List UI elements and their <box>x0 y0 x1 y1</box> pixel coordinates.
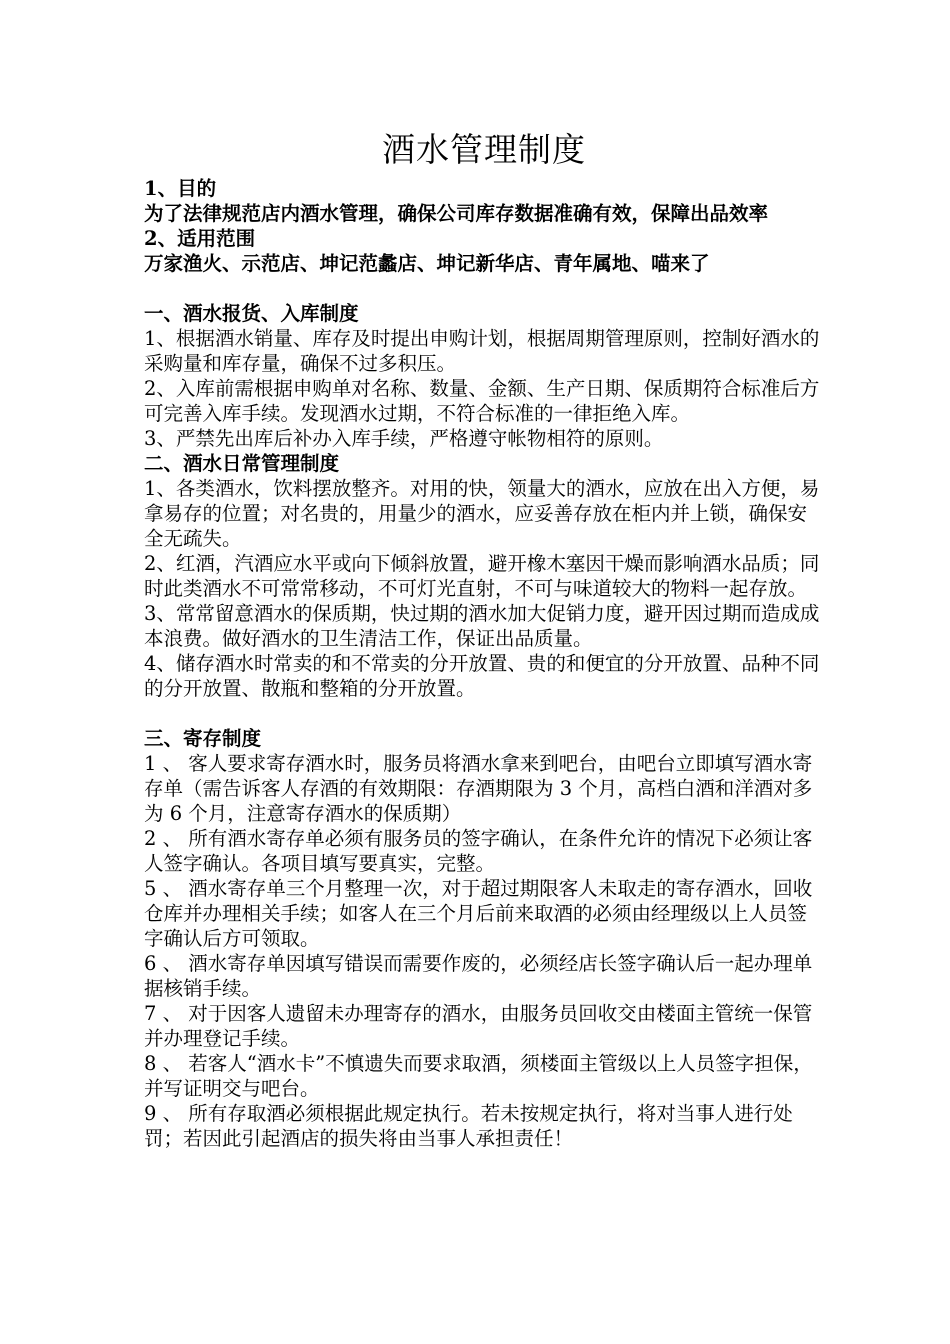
document-page <box>144 128 824 1151</box>
purpose-text: 为了法律规范店内酒水管理，确保公司库存数据准确有效，保障出品效率 <box>144 202 769 225</box>
section2-item: 2、红酒，汽酒应水平或向下倾斜放置，避开橡木塞因干燥而影响酒水品质；同时此类酒水不可常常移动，不可灯光直射，不可与味道较大的物料一起存放。 <box>144 552 820 600</box>
section3-item: 6 、 酒水寄存单因填写错误而需要作废的，必须经店长签字确认后一起办理单据核销手续。 <box>144 952 813 1000</box>
section3-item: 8 、 若客人“酒水卡”不慎遗失而要求取酒，须楼面主管级以上人员签字担保，并写证明交与吧台。 <box>144 1052 813 1100</box>
section2-item: 3、常常留意酒水的保质期，快过期的酒水加大促销力度，避开因过期而造成成本浪费。做好酒水的卫生清洁工作，保证出品质量。 <box>144 602 820 650</box>
section1-heading: 一、酒水报货、入库制度 <box>144 302 359 325</box>
purpose-heading: 1、目的 <box>144 177 217 200</box>
section1-item: 3、严禁先出库后补办入库手续，严格遵守帐物相符的原则。 <box>144 427 664 450</box>
section1-item: 1、根据酒水销量、库存及时提出申购计划，根据周期管理原则，控制好酒水的采购量和库存量，确保不过多积压。 <box>144 327 820 375</box>
spacer <box>144 276 824 301</box>
section3-item: 7 、 对于因客人遗留未办理寄存的酒水，由服务员回收交由楼面主管统一保管并办理登记手续。 <box>144 1002 813 1050</box>
scope-text: 万家渔火、示范店、坤记范蠡店、坤记新华店、青年属地、喵来了 <box>144 252 710 275</box>
section3-item: 9 、 所有存取酒必须根据此规定执行。若未按规定执行，将对当事人进行处罚；若因此引起酒店的损失将由当事人承担责任！ <box>144 1102 793 1150</box>
section1-item: 2、入库前需根据申购单对名称、数量、金额、生产日期、保质期符合标准后方可完善入库手续。发现酒水过期，不符合标准的一律拒绝入库。 <box>144 377 820 425</box>
scope-heading: 2、适用范围 <box>144 227 256 250</box>
section3-item: 2 、 所有酒水寄存单必须有服务员的签字确认，在条件允许的情况下必须让客人签字确认。各项目填写要真实，完整。 <box>144 827 813 875</box>
section3-item: 5 、 酒水寄存单三个月整理一次，对于超过期限客人未取走的寄存酒水，回收仓库并办理相关手续；如客人在三个月后前来取酒的必须由经理级以上人员签字确认后方可领取。 <box>144 877 813 950</box>
section2-item: 4、储存酒水时常卖的和不常卖的分开放置、贵的和便宜的分开放置、品种不同的分开放置、散瓶和整箱的分开放置。 <box>144 652 820 700</box>
document-title: 酒水管理制度 <box>382 130 586 169</box>
section3-item: 1 、 客人要求寄存酒水时，服务员将酒水拿来到吧台，由吧台立即填写酒水寄存单（需告诉客人存酒的有效期限：存酒期限为 3 个月，高档白酒和洋酒对多为 6 个月，注意寄存酒水的保质期） <box>144 752 813 825</box>
section2-item: 1、各类酒水，饮料摆放整齐。对用的快，领量大的酒水，应放在出入方便，易拿易存的位置；对名贵的，用量少的酒水，应妥善存放在柜内并上锁，确保安全无疏失。 <box>144 477 820 550</box>
section3-heading: 三、寄存制度 <box>144 727 262 750</box>
spacer <box>144 701 824 726</box>
section2-heading: 二、酒水日常管理制度 <box>144 452 340 475</box>
